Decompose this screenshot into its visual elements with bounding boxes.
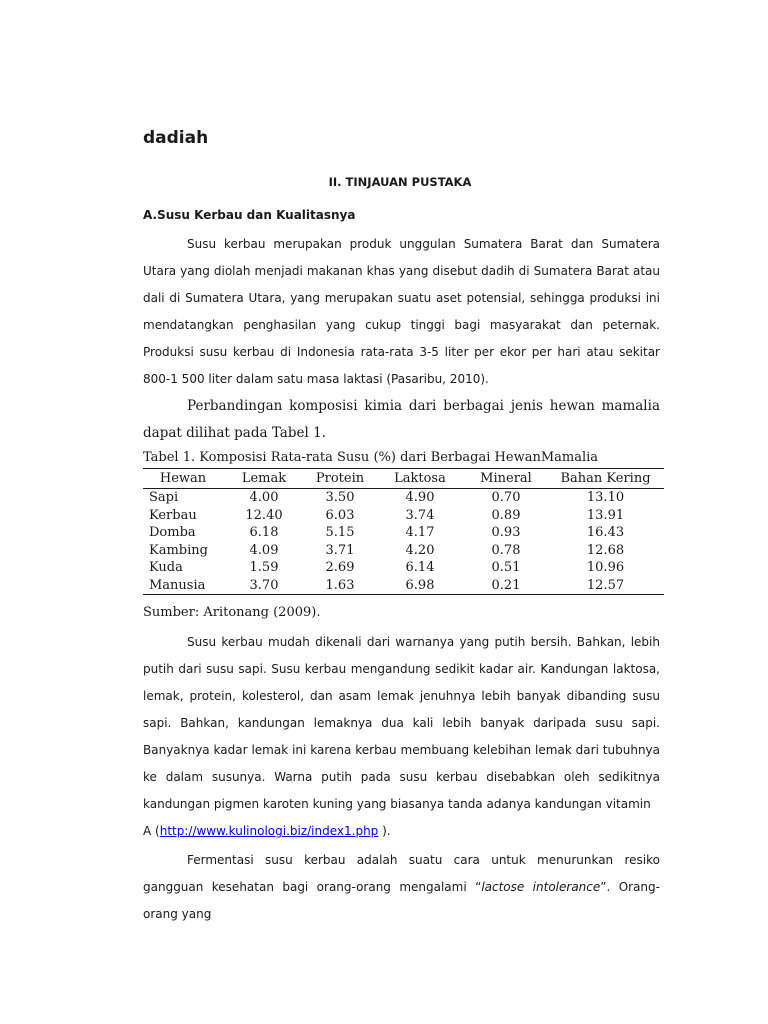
table-cell: 3.50 bbox=[325, 490, 355, 506]
paragraph-4 bbox=[143, 847, 660, 928]
table-row bbox=[143, 524, 664, 542]
table-cell: 3.70 bbox=[223, 577, 305, 595]
table-header-bahan-kering: Bahan Kering bbox=[547, 469, 664, 489]
table-header-row bbox=[143, 469, 664, 489]
table-cell: 4.20 bbox=[405, 542, 435, 558]
paragraph-4-text-after: ”. Orang-orang yang bbox=[143, 880, 660, 921]
table-cell: 13.10 bbox=[586, 490, 625, 506]
table-cell: 12.68 bbox=[586, 542, 625, 558]
table-cell: 0.89 bbox=[491, 507, 521, 523]
document-title: dadiah bbox=[143, 128, 209, 148]
table-cell: 10.96 bbox=[586, 560, 625, 576]
table-cell: 4.17 bbox=[405, 525, 435, 541]
table-cell: 0.21 bbox=[465, 577, 547, 595]
table-row bbox=[143, 507, 664, 525]
table-cell: 0.51 bbox=[491, 560, 521, 576]
table-cell: 4.00 bbox=[249, 490, 279, 506]
paragraph-2 bbox=[143, 393, 660, 447]
paragraph-3-text: Susu kerbau mudah dikenali dari warnanya yang putih bersih. Bahkan, lebih putih dari susu sapi. Susu kerbau mengandung sedikit kadar air. Kandungan laktosa, lemak, protein, kolesterol, dan asam lemak jenuhnya lebih banyak dibanding susu sapi. Bahkan, kandungan lemaknya dua kali lebih banyak daripada susu sapi. Banyaknya kadar lemak ini karena kerbau membuang kelebihan lemak dari tubuhnya ke dalam susunya. Warna putih pada susu kerbau disebabkan oleh sedikitnya kandungan pigmen karoten kuning yang biasanya tanda adanya kandungan vitamin bbox=[143, 635, 660, 811]
composition-table bbox=[143, 468, 664, 595]
table-header-protein: Protein bbox=[305, 469, 375, 489]
table-cell: 1.63 bbox=[305, 577, 375, 595]
table-cell: 3.74 bbox=[405, 507, 435, 523]
table-cell: 6.14 bbox=[405, 560, 435, 576]
table-header-lemak: Lemak bbox=[223, 469, 305, 489]
table-cell: 6.18 bbox=[249, 525, 279, 541]
table-caption: Tabel 1. Komposisi Rata-rata Susu (%) dari Berbagai HewanMamalia bbox=[143, 450, 599, 465]
table-cell: 6.98 bbox=[375, 577, 465, 595]
table-row bbox=[143, 542, 664, 560]
paragraph-3-tail-before: A ( bbox=[143, 824, 160, 838]
table-cell: Kerbau bbox=[149, 507, 197, 523]
table-cell: 6.03 bbox=[325, 507, 355, 523]
table-cell: 5.15 bbox=[325, 525, 355, 541]
table-header-hewan: Hewan bbox=[143, 469, 223, 489]
paragraph-4-italic: lactose intolerance bbox=[481, 880, 601, 894]
table-cell: 3.71 bbox=[325, 542, 355, 558]
table-header-laktosa: Laktosa bbox=[375, 469, 465, 489]
section-heading: A.Susu Kerbau dan Kualitasnya bbox=[143, 208, 356, 222]
paragraph-2-text: Perbandingan komposisi kimia dari berbagai jenis hewan mamalia dapat dilihat pada Tabel 1. bbox=[143, 398, 660, 441]
table-cell: Kuda bbox=[149, 560, 183, 576]
table-cell: 2.69 bbox=[325, 560, 355, 576]
table-cell: Sapi bbox=[149, 490, 179, 506]
paragraph-3 bbox=[143, 629, 660, 845]
table-row bbox=[143, 577, 664, 595]
chapter-heading: II. TINJAUAN PUSTAKA bbox=[328, 175, 472, 189]
table-cell: 1.59 bbox=[249, 560, 279, 576]
paragraph-3-tail-after: ). bbox=[378, 824, 391, 838]
table-header-mineral: Mineral bbox=[465, 469, 547, 489]
table-row bbox=[143, 559, 664, 577]
table-cell: 0.93 bbox=[491, 525, 521, 541]
table-cell: 12.40 bbox=[245, 507, 283, 523]
table-cell: 0.70 bbox=[491, 490, 521, 506]
table-cell: 4.09 bbox=[249, 542, 279, 558]
paragraph-1 bbox=[143, 231, 660, 393]
paragraph-1-text: Susu kerbau merupakan produk unggulan Sumatera Barat dan Sumatera Utara yang diolah menjadi makanan khas yang disebut dadih di Sumatera Barat atau dali di Sumatera Utara, yang merupakan suatu aset potensial, sehingga produksi ini mendatangkan penghasilan yang cukup tinggi bagi masyarakat dan peternak. Produksi susu kerbau di Indonesia rata-rata 3-5 liter per ekor per hari atau sekitar 800-1 500 liter dalam satu masa laktasi (Pasaribu, 2010). bbox=[143, 237, 660, 386]
table-cell: 4.90 bbox=[405, 490, 435, 506]
table-cell: 12.57 bbox=[547, 577, 664, 595]
paragraph-4-text: Fermentasi susu kerbau adalah suatu cara untuk menurunkan resiko gangguan kesehatan bagi orang-orang mengalami “ bbox=[143, 853, 660, 894]
kulinologi-link[interactable]: http://www.kulinologi.biz/index1.php bbox=[159, 824, 379, 838]
table-cell: 13.91 bbox=[586, 507, 625, 523]
table-cell: Kambing bbox=[149, 542, 208, 558]
table-cell: 0.78 bbox=[491, 542, 521, 558]
table-cell: Domba bbox=[149, 525, 196, 541]
table-cell: Manusia bbox=[143, 577, 223, 595]
table-row bbox=[143, 489, 664, 507]
table-cell: 16.43 bbox=[586, 525, 625, 541]
table-source: Sumber: Aritonang (2009). bbox=[143, 605, 321, 620]
